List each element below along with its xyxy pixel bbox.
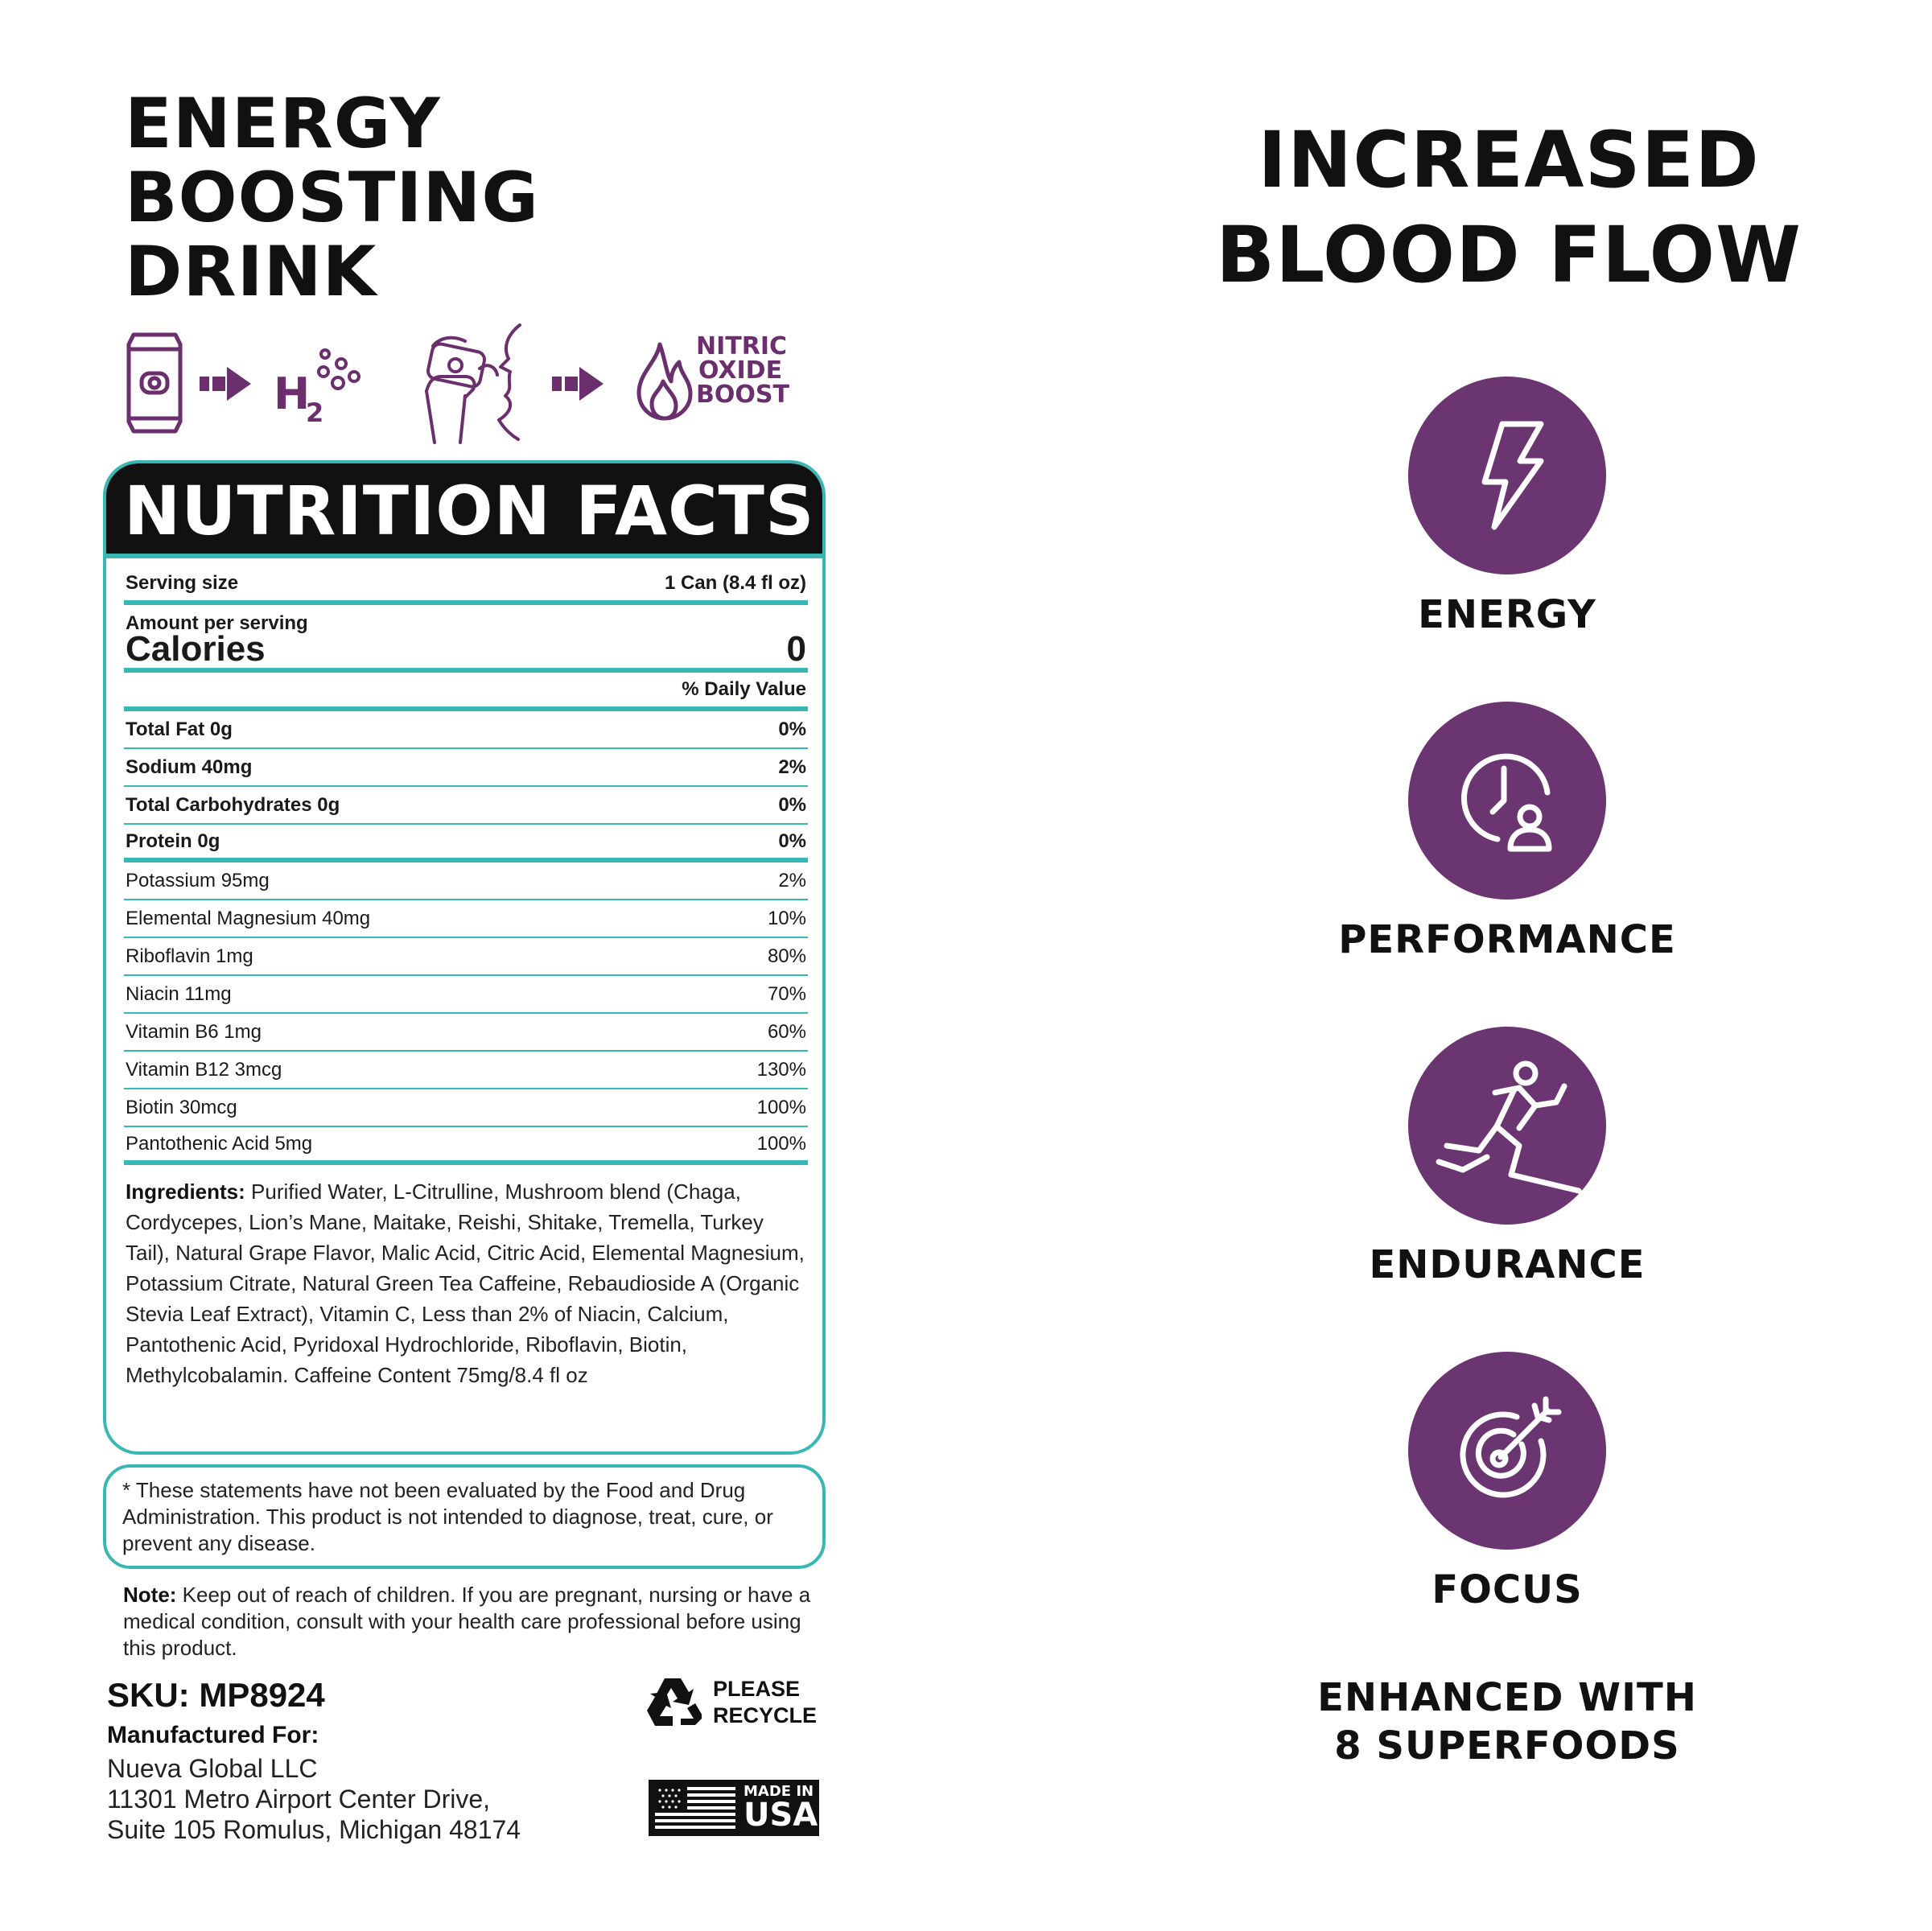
note-label: Note: — [123, 1583, 177, 1607]
manufacturer-line: Nueva Global LLC — [107, 1754, 318, 1783]
claim-line: ENHANCED WITH — [1317, 1675, 1697, 1720]
ingredients-label: Ingredients: — [126, 1180, 245, 1204]
nutrient-daily-value: 10% — [767, 907, 806, 929]
note-text: Keep out of reach of children. If you are pregnant, nursing or have a medical condition, consult with your health care professional before using this product. — [123, 1583, 811, 1660]
arrow-icon — [200, 365, 253, 402]
nutrient-name: Vitamin B6 1mg — [126, 1020, 262, 1043]
nutrient-daily-value: 80% — [767, 945, 806, 967]
nitric-line: OXIDE — [698, 356, 783, 385]
nutrient-list — [124, 711, 808, 1165]
nutrient-daily-value: 60% — [767, 1020, 806, 1043]
nutrient-row — [124, 711, 808, 749]
nutrient-name: Niacin 11mg — [126, 982, 232, 1005]
nutrient-daily-value: 0% — [778, 830, 806, 852]
nitric-oxide-label — [696, 332, 789, 409]
made-in-usa-text — [744, 1783, 818, 1834]
nutrient-row — [124, 1014, 808, 1052]
daily-value-header — [124, 673, 808, 711]
headline-line: INCREASED — [1258, 115, 1760, 205]
nutrient-row — [124, 825, 808, 863]
nutrient-daily-value: 0% — [778, 718, 806, 740]
nutrient-row — [124, 863, 808, 900]
hand-can-drink-icon — [418, 323, 539, 444]
manufacturer-line: 11301 Metro Airport Center Drive, — [107, 1785, 491, 1814]
manufacturer-heading: Manufactured For: — [107, 1722, 319, 1748]
calories-label: Calories — [126, 629, 266, 669]
nutrition-facts-title: NUTRITION FACTS — [106, 463, 822, 558]
nutrient-daily-value: 70% — [767, 982, 806, 1005]
calories-value: 0 — [786, 629, 806, 669]
nutrition-facts-panel — [103, 460, 826, 1455]
title-line: DRINK — [125, 232, 377, 312]
manufacturer-line: Suite 105 Romulus, Michigan 48174 — [107, 1815, 521, 1844]
headline — [1167, 113, 1851, 303]
made-in-label: MADE IN — [744, 1783, 814, 1800]
nutrient-row — [124, 787, 808, 825]
nutrient-daily-value: 2% — [778, 869, 806, 891]
nutrient-name: Vitamin B12 3mcg — [126, 1058, 282, 1081]
process-diagram — [121, 323, 813, 444]
usa-label: USA — [744, 1797, 818, 1834]
sku-code: SKU: MP8924 — [107, 1676, 325, 1714]
superfoods-claim — [1207, 1674, 1807, 1770]
nitric-line: NITRIC — [696, 332, 788, 360]
recycle-icon — [645, 1675, 702, 1728]
h2-subscript: 2 — [306, 397, 324, 428]
nutrient-daily-value: 2% — [778, 756, 806, 778]
nutrient-name: Pantothenic Acid 5mg — [126, 1132, 313, 1155]
recycle-line: RECYCLE — [713, 1703, 818, 1727]
product-title — [125, 84, 688, 312]
calories-row — [124, 631, 808, 673]
warning-note — [123, 1582, 815, 1661]
nutrient-name: Protein 0g — [126, 830, 220, 852]
ingredients-text: Purified Water, L-Citrulline, Mushroom blend (Chaga, Cordycepes, Lion’s Mane, Maitake, Reishi, Shitake, Tremella, Turkey Tail), Natural Grape Flavor, Malic Acid, Citric Acid, Elemental Magnesium, Potassium Citrate, Natural Green Tea Caffeine, Rebaudioside A (Organic Stevia Leaf Extract), Vitamin C, Less than 2% of Niacin, Calcium, Pantothenic Acid, Pyridoxal Hydrochloride, Riboflavin, Biotin, Methylcobalamin. Caffeine Content 75mg/8.4 fl oz — [126, 1180, 805, 1387]
benefit-energy — [1408, 377, 1606, 574]
recycle-line: PLEASE — [713, 1677, 801, 1701]
nutrient-name: Potassium 95mg — [126, 869, 270, 891]
title-line: ENERGY — [125, 84, 441, 164]
nutrient-name: Elemental Magnesium 40mg — [126, 907, 371, 929]
target-arrow-icon — [1451, 1394, 1563, 1507]
amount-per-serving: Amount per serving — [126, 612, 308, 634]
can-icon — [126, 328, 183, 436]
nutrient-row — [124, 938, 808, 976]
serving-size-label: Serving size — [126, 572, 239, 594]
ingredients — [124, 1165, 808, 1390]
headline-line: BLOOD FLOW — [1215, 210, 1802, 300]
fda-disclaimer: * These statements have not been evaluated by the Food and Drug Administration. This product is not intended to diagnose, treat, cure, or prevent any disease. — [103, 1464, 826, 1569]
us-flag-icon — [655, 1785, 735, 1830]
nutrient-name: Total Fat 0g — [126, 718, 233, 740]
nutrient-name: Riboflavin 1mg — [126, 945, 253, 967]
benefit-endurance — [1408, 1027, 1606, 1225]
daily-value-label: % Daily Value — [682, 678, 806, 700]
nutrient-name: Biotin 30mcg — [126, 1096, 237, 1118]
serving-size-row — [124, 558, 808, 605]
nutrient-daily-value: 100% — [756, 1132, 806, 1155]
flame-icon — [636, 341, 694, 422]
nutrient-row — [124, 976, 808, 1014]
nitric-line: BOOST — [696, 381, 789, 409]
h2-label: H — [274, 368, 311, 419]
benefit-label-energy: ENERGY — [1418, 592, 1596, 637]
serving-size-value: 1 Can (8.4 fl oz) — [664, 572, 806, 594]
title-line: BOOSTING — [125, 158, 539, 238]
made-in-usa-badge — [649, 1780, 819, 1836]
nutrient-daily-value: 0% — [778, 793, 806, 816]
arrow-icon — [552, 365, 605, 402]
nutrient-row — [124, 1052, 808, 1089]
benefit-performance — [1408, 702, 1606, 900]
benefit-label-focus: FOCUS — [1431, 1567, 1583, 1612]
nutrient-name: Total Carbohydrates 0g — [126, 793, 340, 816]
nutrient-daily-value: 130% — [756, 1058, 806, 1081]
nutrient-daily-value: 100% — [756, 1096, 806, 1118]
nutrient-name: Sodium 40mg — [126, 756, 253, 778]
runner-icon — [1431, 1057, 1584, 1194]
clock-person-icon — [1451, 744, 1563, 857]
nutrient-row — [124, 1127, 808, 1165]
nutrient-row — [124, 1089, 808, 1127]
lightning-bolt-icon — [1459, 419, 1555, 532]
nutrient-row — [124, 900, 808, 938]
claim-line: 8 SUPERFOODS — [1334, 1723, 1680, 1768]
benefit-label-endurance: ENDURANCE — [1369, 1242, 1646, 1287]
h2-bubbles-icon — [274, 348, 362, 436]
please-recycle-label — [713, 1676, 817, 1729]
benefit-label-performance: PERFORMANCE — [1338, 917, 1676, 962]
benefit-focus — [1408, 1352, 1606, 1550]
nutrient-row — [124, 749, 808, 787]
